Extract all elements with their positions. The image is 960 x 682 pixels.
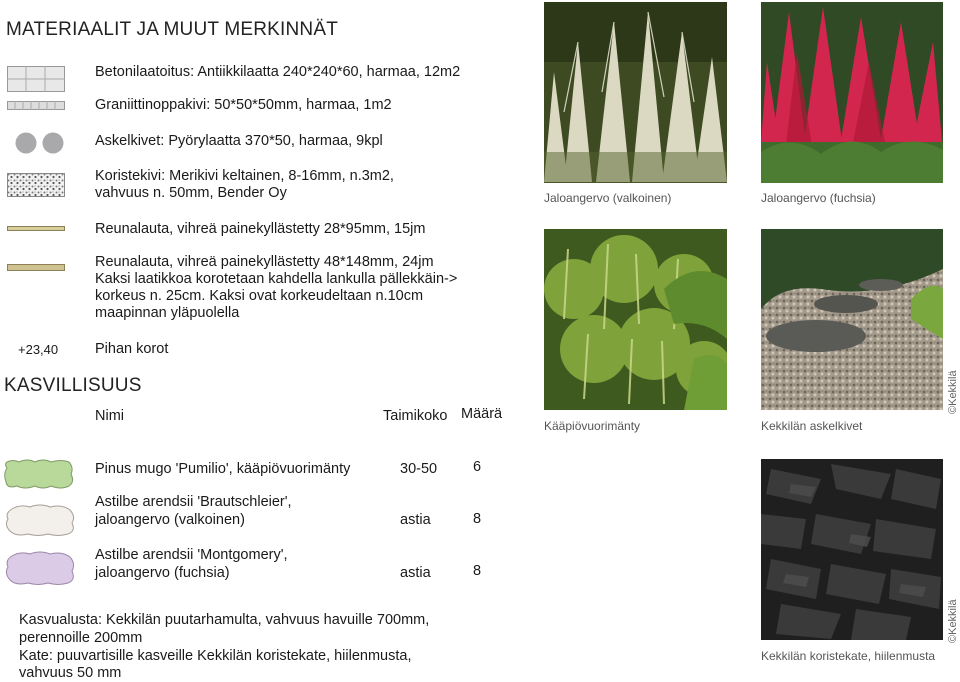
material-granite-text: Graniittinoppakivi: 50*50*50mm, harmaa, 1m2 — [95, 97, 392, 113]
note-line-4: vahvuus 50 mm — [19, 665, 122, 681]
edge-board-icon — [7, 226, 65, 231]
granite-cobble-icon — [7, 101, 65, 110]
plants-header-name: Nimi — [95, 408, 124, 424]
bark-mulch-photo — [761, 459, 943, 640]
copyright-label-2: ©Kekkilä — [947, 599, 959, 643]
plant-1-qty: 6 — [473, 459, 482, 475]
gravel-icon — [7, 173, 65, 197]
fuchsia-astilbe-photo — [761, 2, 943, 183]
material-gravel-line-1: Koristekivi: Merikivi keltainen, 8-16mm, n.3m2, — [95, 168, 394, 184]
plants-heading: KASVILLISUUS — [4, 375, 142, 396]
fuchsia-astilbe-symbol-icon — [4, 550, 76, 586]
elevation-label: Pihan korot — [95, 341, 169, 357]
material-raised-board-line-1: Reunalauta, vihreä painekyllästetty 48*148mm, 24jm — [95, 254, 434, 270]
material-raised-board-line-4: maapinnan yläpuolella — [95, 305, 240, 321]
plant-3-name-line-1: Astilbe arendsii 'Montgomery', — [95, 547, 288, 563]
material-gravel-line-2: vahvuus n. 50mm, Bender Oy — [95, 185, 287, 201]
plant-1-size: 30-50 — [400, 461, 438, 477]
fuchsia-astilbe-caption: Jaloangervo (fuchsia) — [761, 191, 876, 205]
materials-heading: MATERIAALIT JA MUUT MERKINNÄT — [6, 19, 339, 40]
plant-3-size: astia — [400, 565, 431, 581]
plant-2-name-line-2: jaloangervo (valkoinen) — [95, 512, 245, 528]
material-stepping-stone-text: Askelkivet: Pyörylaatta 370*50, harmaa, 9kpl — [95, 133, 383, 149]
material-edge-board-text: Reunalauta, vihreä painekyllästetty 28*95mm, 15jm — [95, 221, 426, 237]
copyright-label-1: ©Kekkilä — [947, 370, 959, 414]
material-raised-board-line-2: Kaksi laatikkoa korotetaan kahdella lankulla pällekkäin-> — [95, 271, 458, 287]
plant-2-size: astia — [400, 512, 431, 528]
plant-3-name-line-2: jaloangervo (fuchsia) — [95, 565, 230, 581]
plant-3-qty: 8 — [473, 563, 482, 579]
dwarf-pine-caption: Kääpiövuorimänty — [544, 419, 641, 433]
note-line-3: Kate: puuvartisille kasveille Kekkilän koristekate, hiilenmusta, — [19, 648, 412, 664]
raised-edge-board-icon — [7, 264, 65, 271]
plants-header-size: Taimikoko — [383, 408, 448, 424]
material-raised-board-line-3: korkeus n. 25cm. Kaksi ovat korkeudeltaan n.10cm — [95, 288, 424, 304]
note-line-1: Kasvualusta: Kekkilän puutarhamulta, vahvuus havuille 700mm, — [19, 612, 430, 628]
note-line-2: perennoille 200mm — [19, 630, 143, 646]
plant-1-name: Pinus mugo 'Pumilio', kääpiövuorimänty — [95, 461, 351, 477]
bark-mulch-caption: Kekkilän koristekate, hiilenmusta — [761, 649, 936, 663]
white-astilbe-photo — [544, 2, 727, 183]
stepping-stones-photo — [761, 229, 943, 410]
plants-header-qty: Määrä — [461, 406, 503, 422]
plant-2-qty: 8 — [473, 511, 482, 527]
pine-symbol-icon — [3, 458, 75, 490]
stepping-stones-caption: Kekkilän askelkivet — [761, 419, 863, 433]
white-astilbe-caption: Jaloangervo (valkoinen) — [544, 191, 672, 205]
paving-slab-icon — [7, 66, 65, 92]
stepping-stone-icon — [15, 132, 67, 154]
plant-2-name-line-1: Astilbe arendsii 'Brautschleier', — [95, 494, 292, 510]
dwarf-pine-photo — [544, 229, 727, 410]
elevation-value: +23,40 — [18, 342, 59, 357]
white-astilbe-symbol-icon — [4, 503, 76, 537]
material-slab-text: Betonilaatoitus: Antiikkilaatta 240*240*60, harmaa, 12m2 — [95, 64, 461, 80]
